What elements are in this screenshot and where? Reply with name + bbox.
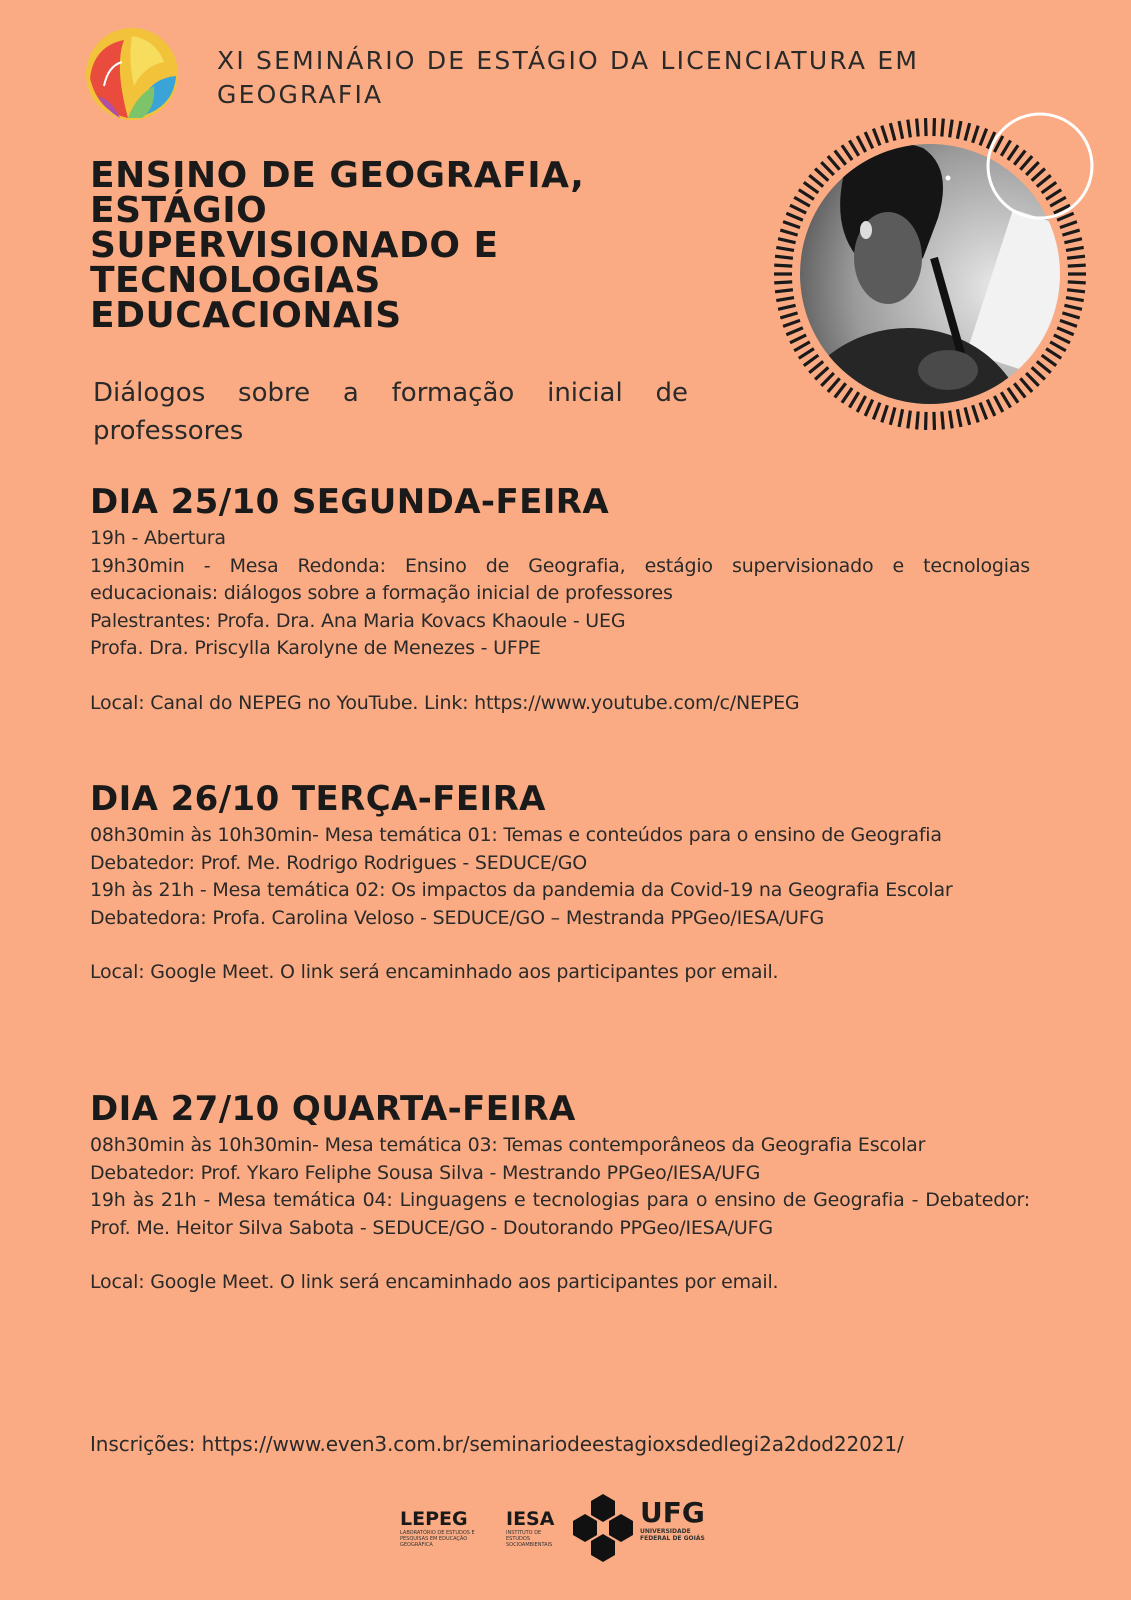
main-title: [90, 155, 650, 336]
registration-link[interactable]: Inscrições: https://www.even3.com.br/seminariodeestagioxsdedlegi2a2dod22021/: [90, 1432, 904, 1456]
person-photo-icon: [788, 138, 1089, 468]
main-title-line: ENSINO DE GEOGRAFIA,: [90, 155, 585, 196]
feature-photo: [748, 108, 1108, 468]
schedule-line: Debatedor: Prof. Me. Rodrigo Rodrigues - SEDUCE/GO: [90, 851, 588, 874]
main-title-line: EDUCACIONAIS: [90, 295, 402, 336]
schedule-line: 08h30min às 10h30min- Mesa temática 01: Temas e conteúdos para o ensino de Geografia: [90, 824, 942, 846]
schedule-line: Debatedora: Profa. Carolina Veloso - SEDUCE/GO – Mestranda PPGeo/IESA/UFG: [90, 906, 825, 929]
day-heading: DIA 27/10 QUARTA-FEIRA: [90, 1089, 576, 1129]
location-line: Local: Google Meet. O link será encaminhado aos participantes por email.: [90, 961, 779, 983]
schedule-line: Debatedor: Prof. Ykaro Feliphe Sousa Silva - Mestrando PPGeo/IESA/UFG: [90, 1161, 761, 1184]
schedule-line: 19h30min - Mesa Redonda: Ensino de Geografia, estágio supervisionado e tecnologias educacionais: diálogos sobre a formação inicial de professores: [90, 554, 1030, 604]
seminar-logo: [84, 26, 180, 122]
lepeg-logo: [400, 1508, 480, 1548]
ufg-logo: [640, 1498, 730, 1542]
subtitle: Diálogos sobre a formação inicial de professores: [93, 378, 688, 446]
day-section: [90, 1088, 1030, 1297]
lepeg-title: LEPEG: [400, 1508, 468, 1530]
iesa-logo: [506, 1508, 566, 1548]
schedule-line: 08h30min às 10h30min- Mesa temática 03: Temas contemporâneos da Geografia Escolar: [90, 1134, 926, 1156]
lepeg-subtitle: LABORATÓRIO DE ESTUDOS E PESQUISAS EM EDUCAÇÃO GEOGRÁFICA: [400, 1530, 475, 1548]
day-section: [90, 481, 1030, 717]
main-title-line: SUPERVISIONADO E: [90, 225, 499, 266]
schedule-line: Palestrantes: Profa. Dra. Ana Maria Kovacs Khaoule - UEG: [90, 609, 626, 632]
main-title-line: TECNOLOGIAS: [90, 260, 381, 301]
ufg-subtitle: UNIVERSIDADE FEDERAL DE GOIÁS: [640, 1528, 705, 1542]
iesa-subtitle: INSTITUTO DE ESTUDOS SOCIOAMBIENTAIS: [506, 1530, 553, 1548]
schedule-line: 19h - Abertura: [90, 527, 226, 549]
day-section: [90, 778, 1030, 987]
day-heading: DIA 25/10 SEGUNDA-FEIRA: [90, 482, 610, 522]
main-title-line: ESTÁGIO: [90, 190, 268, 231]
footer-logos: [400, 1490, 730, 1570]
schedule-line: 19h às 21h - Mesa temática 04: Linguagens e tecnologias para o ensino de Geografia - Debatedor: Prof. Me. Heitor Silva Sabota - SEDUCE/GO - Doutorando PPGeo/IESA/UFG: [90, 1189, 1030, 1239]
schedule-line: 19h às 21h - Mesa temática 02: Os impactos da pandemia da Covid-19 na Geografia Escolar: [90, 879, 953, 901]
event-title: XI SEMINÁRIO DE ESTÁGIO DA LICENCIATURA EM GEOGRAFIA: [217, 46, 920, 109]
day-heading: DIA 26/10 TERÇA-FEIRA: [90, 779, 546, 819]
ufg-hexagon-icon: [570, 1492, 636, 1568]
location-line: Local: Google Meet. O link será encaminhado aos participantes por email.: [90, 1271, 779, 1293]
iesa-title: IESA: [506, 1508, 555, 1530]
schedule-line: Profa. Dra. Priscylla Karolyne de Menezes - UFPE: [90, 637, 541, 659]
location-line: Local: Canal do NEPEG no YouTube. Link: https://www.youtube.com/c/NEPEG: [90, 691, 800, 714]
ufg-title: UFG: [640, 1496, 705, 1529]
